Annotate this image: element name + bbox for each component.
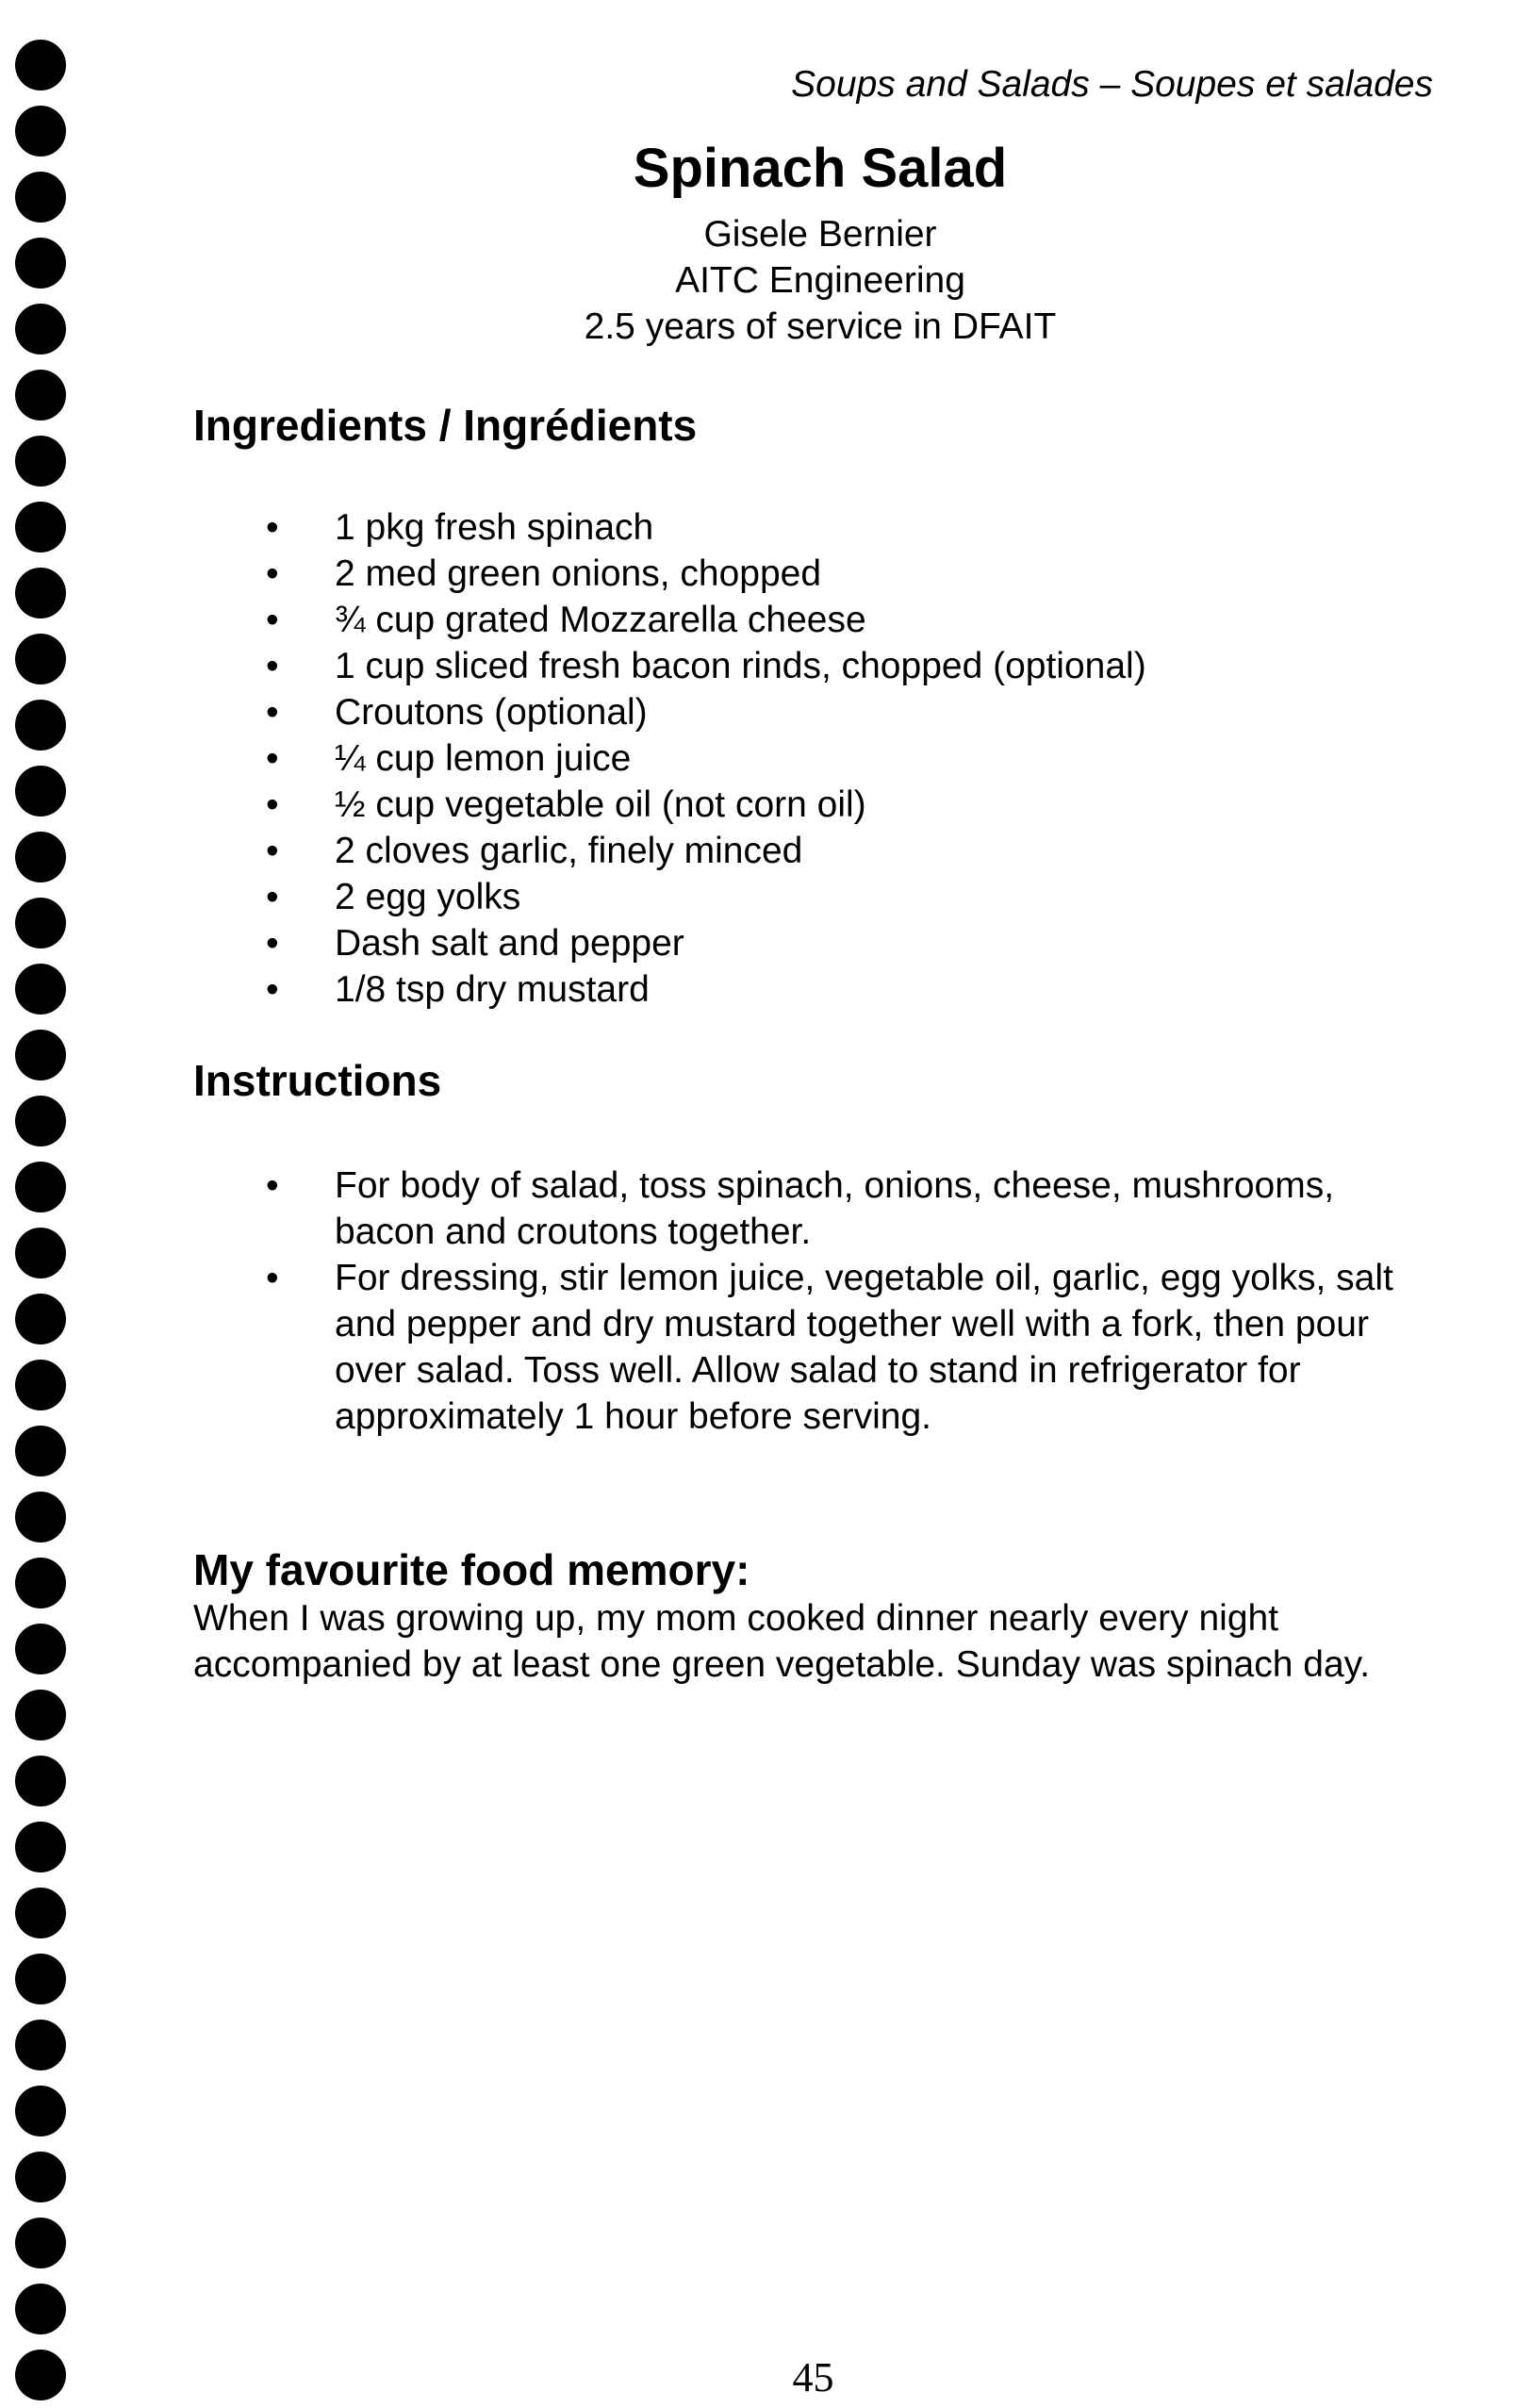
binding-hole xyxy=(15,304,66,355)
binding-hole xyxy=(15,1030,66,1080)
binding-hole xyxy=(15,832,66,882)
binding-hole xyxy=(15,370,66,421)
binding-hole xyxy=(15,436,66,487)
binding-hole xyxy=(15,1360,66,1410)
ingredient-item: • 2 cloves garlic, finely minced xyxy=(255,828,1433,874)
binding-hole xyxy=(15,1756,66,1806)
binding-hole xyxy=(15,1624,66,1674)
ingredients-list xyxy=(255,504,1433,1013)
binding-hole xyxy=(15,2152,66,2202)
binding-hole xyxy=(15,1954,66,2004)
recipe-author: Gisele Bernier xyxy=(703,214,937,255)
binding-hole xyxy=(15,502,66,553)
ingredient-item: • ¾ cup grated Mozzarella cheese xyxy=(255,597,1433,643)
ingredient-item: • Dash salt and pepper xyxy=(255,920,1433,966)
binding-hole xyxy=(15,766,66,816)
binding-hole xyxy=(15,238,66,289)
ingredient-item: • 1 cup sliced fresh bacon rinds, chopped (optional) xyxy=(255,643,1433,689)
binding-hole xyxy=(15,1822,66,1872)
binding-hole xyxy=(15,898,66,948)
binding-hole xyxy=(15,634,66,684)
bullet-icon: • xyxy=(266,923,279,964)
recipe-title: Spinach Salad xyxy=(633,138,1008,199)
ingredient-item: • ¼ cup lemon juice xyxy=(255,735,1433,782)
instruction-step: • For body of salad, toss spinach, onions, cheese, mushrooms, bacon and croutons together. xyxy=(255,1163,1438,1255)
bullet-icon: • xyxy=(266,600,279,640)
binding-hole xyxy=(15,1096,66,1146)
bullet-icon: • xyxy=(266,877,279,917)
ingredients-heading: Ingredients / Ingrédients xyxy=(193,401,698,450)
binding-hole xyxy=(15,1558,66,1608)
memory-text: When I was growing up, my mom cooked dinner nearly every night accompanied by at least one green vegetable. Sunday was spinach day. xyxy=(193,1598,1371,1685)
bullet-icon: • xyxy=(266,507,279,548)
instructions-list xyxy=(255,1163,1438,1440)
recipe-title-block xyxy=(519,138,1122,350)
binding-hole xyxy=(15,1228,66,1278)
ingredient-item: • 1/8 tsp dry mustard xyxy=(255,966,1433,1013)
ingredient-item: • 2 med green onions, chopped xyxy=(255,551,1433,597)
bullet-icon: • xyxy=(266,969,279,1010)
page-number: 45 xyxy=(792,2354,834,2400)
bullet-icon: • xyxy=(266,784,279,825)
ingredient-item: • 2 egg yolks xyxy=(255,874,1433,920)
ingredient-item: • Croutons (optional) xyxy=(255,689,1433,735)
binding-hole xyxy=(15,2020,66,2070)
instruction-step: • For dressing, stir lemon juice, vegetable oil, garlic, egg yolks, salt and pepper and dry mustard together well with a fork, then pour over salad. Toss well. Allow salad to stand in refrigerator for approximately 1 hour before serving. xyxy=(255,1255,1438,1440)
binding-hole xyxy=(15,40,66,91)
instructions-heading: Instructions xyxy=(193,1056,442,1105)
binding-hole xyxy=(15,1888,66,1938)
spiral-binding xyxy=(0,0,85,2408)
binding-hole xyxy=(15,172,66,223)
binding-hole xyxy=(15,2284,66,2334)
binding-hole xyxy=(15,106,66,157)
binding-hole xyxy=(15,1426,66,1476)
recipe-department: AITC Engineering xyxy=(675,260,965,301)
binding-hole xyxy=(15,964,66,1014)
section-header: Soups and Salads – Soupes et salades xyxy=(791,64,1433,105)
binding-hole xyxy=(15,2218,66,2268)
bullet-icon: • xyxy=(266,646,279,686)
binding-hole xyxy=(15,1690,66,1740)
bullet-icon: • xyxy=(266,1258,279,1298)
binding-hole xyxy=(15,568,66,618)
ingredient-item: • ½ cup vegetable oil (not corn oil) xyxy=(255,782,1433,828)
bullet-icon: • xyxy=(266,553,279,594)
recipe-service: 2.5 years of service in DFAIT xyxy=(584,306,1057,347)
bullet-icon: • xyxy=(266,831,279,871)
bullet-icon: • xyxy=(266,738,279,779)
binding-hole xyxy=(15,2086,66,2136)
binding-hole xyxy=(15,700,66,750)
bullet-icon: • xyxy=(266,1165,279,1206)
binding-hole xyxy=(15,1294,66,1344)
bullet-icon: • xyxy=(266,692,279,733)
memory-heading: My favourite food memory: xyxy=(193,1545,750,1594)
ingredient-item: • 1 pkg fresh spinach xyxy=(255,504,1433,551)
binding-hole xyxy=(15,1162,66,1212)
binding-hole xyxy=(15,1492,66,1542)
